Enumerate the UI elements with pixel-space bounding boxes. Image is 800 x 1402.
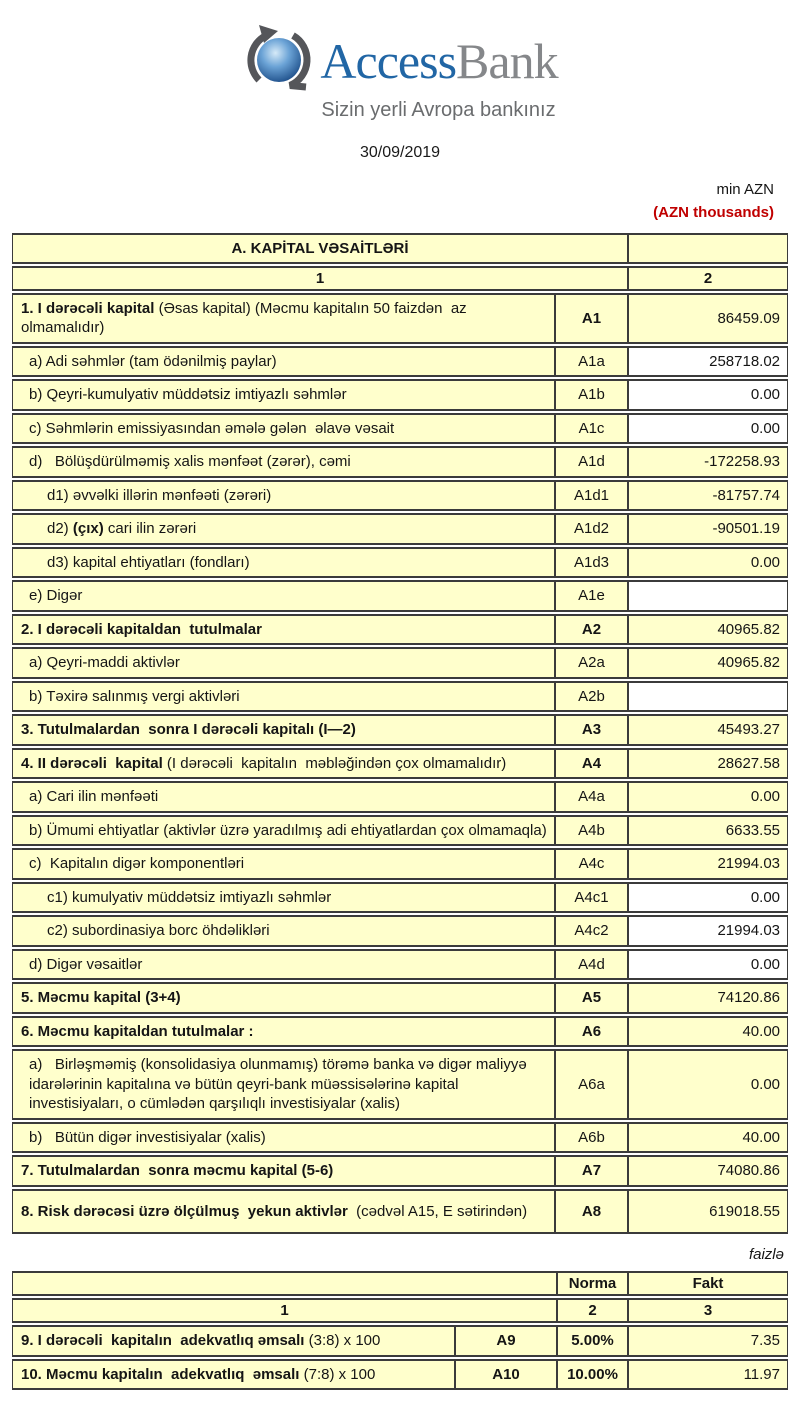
label-text: b) Ümumi ehtiyatlar (aktivlər üzrə yaradılmış adi ehtiyatlardan çox olmamaqla)	[29, 821, 547, 839]
label-text: c1) kumulyativ müddətsiz imtiyazlı səhmlər	[47, 888, 332, 906]
row-value: 40965.82	[628, 614, 788, 646]
label-text: 7. Tutulmalardan sonra məcmu kapital (5-6)	[21, 1162, 334, 1179]
table-row	[12, 413, 788, 445]
row-norma: 10.00%	[557, 1359, 628, 1391]
row-label	[12, 681, 555, 713]
row-code: A1b	[555, 379, 628, 411]
label-text: (cədvəl A15, E sətirindən)	[352, 1202, 528, 1220]
unit-secondary: (AZN thousands)	[653, 204, 774, 222]
label-text: d) Digər vəsaitlər	[29, 955, 143, 973]
ratio-table-body	[12, 1271, 788, 1390]
row-label	[12, 647, 555, 679]
row-code: A6b	[555, 1122, 628, 1154]
row-label	[12, 1325, 455, 1357]
column-header-1: 1	[12, 266, 628, 291]
row-code: A4b	[555, 815, 628, 847]
row-value: 40965.82	[628, 647, 788, 679]
row-label	[12, 480, 555, 512]
table-title-row	[12, 233, 788, 264]
row-code: A1d2	[555, 513, 628, 545]
row-code: A1e	[555, 580, 628, 612]
row-label	[12, 293, 555, 344]
table-row	[12, 848, 788, 880]
table-row	[12, 1359, 788, 1391]
row-code: A1a	[555, 346, 628, 378]
table-row	[12, 614, 788, 646]
table-row	[12, 748, 788, 780]
row-label	[12, 580, 555, 612]
row-value: 0.00	[628, 547, 788, 579]
table-row	[12, 580, 788, 612]
row-value: 0.00	[628, 781, 788, 813]
label-text: 6. Məcmu kapitaldan tutulmalar :	[21, 1022, 254, 1040]
row-code: A4a	[555, 781, 628, 813]
row-label	[12, 915, 555, 947]
row-code: A9	[455, 1325, 557, 1357]
capital-table-body	[12, 233, 788, 1235]
row-value: 21994.03	[628, 848, 788, 880]
row-value: 40.00	[628, 1122, 788, 1154]
title-row-empty-cell	[628, 233, 788, 264]
row-value: -90501.19	[628, 513, 788, 545]
label-text: b) Təxirə salınmış vergi aktivləri	[29, 687, 240, 705]
column-header-row	[12, 266, 788, 291]
label-text: 3. Tutulmalardan sonra I dərəcəli kapitalı (I—2)	[21, 721, 356, 738]
table-row	[12, 781, 788, 813]
row-label	[12, 1359, 455, 1391]
globe-rotation-icon	[242, 22, 316, 99]
row-value	[628, 580, 788, 612]
table-row	[12, 949, 788, 981]
label-text: e) Digər	[29, 587, 83, 604]
label-text: a) Birləşməmiş (konsolidasiya olunmamış) törəmə banka və digər maliyyə idarələrinin kapitalına və bütün qeyri-bank müəssisələrinə kapital investisiyaları, o cümlədən qarşılıqlı investisiyalar (xalis)	[29, 1056, 531, 1112]
row-code: A5	[555, 982, 628, 1014]
row-code: A2	[555, 614, 628, 646]
table-row	[12, 513, 788, 545]
row-label	[12, 446, 555, 478]
table-row	[12, 714, 788, 746]
row-value: 6633.55	[628, 815, 788, 847]
label-text: c) Kapitalın digər komponentləri	[29, 855, 245, 872]
row-label	[12, 1189, 555, 1235]
label-text: a) Adi səhmlər (tam ödənilmiş paylar)	[29, 352, 277, 370]
row-value: 28627.58	[628, 748, 788, 780]
ratio-header-row	[12, 1271, 788, 1296]
row-value: 0.00	[628, 882, 788, 914]
row-label	[12, 1016, 555, 1048]
label-text: d1) əvvəlki illərin mənfəəti (zərəri)	[47, 486, 272, 504]
label-text: (Əsas kapital) (Məcmu kapitalın 50 faizdən az olmamalıdır)	[21, 299, 471, 336]
table-row	[12, 1155, 788, 1187]
table-row	[12, 1122, 788, 1154]
table-row	[12, 379, 788, 411]
table-row	[12, 647, 788, 679]
label-text: c2) subordinasiya borc öhdəlikləri	[47, 922, 270, 939]
ratio-header-norma: Norma	[557, 1271, 628, 1296]
row-label	[12, 949, 555, 981]
table-row	[12, 346, 788, 378]
row-code: A1c	[555, 413, 628, 445]
row-label	[12, 413, 555, 445]
label-text: d) Bölüşdürülməmiş xalis mənfəət (zərər), cəmi	[29, 453, 351, 470]
label-text: d2)	[47, 520, 73, 537]
row-label	[12, 379, 555, 411]
row-value: 74080.86	[628, 1155, 788, 1187]
row-label	[12, 848, 555, 880]
label-text: (I dərəcəli kapitalın məbləğindən çox olmamalıdır)	[162, 754, 507, 772]
row-code: A2a	[555, 647, 628, 679]
row-label	[12, 1122, 555, 1154]
table-row	[12, 1189, 788, 1235]
row-label	[12, 513, 555, 545]
table-row	[12, 446, 788, 478]
row-code: A6a	[555, 1049, 628, 1120]
label-text: (çıx)	[72, 520, 104, 537]
ratio-column-header-1: 1	[12, 1298, 557, 1323]
table-row	[12, 547, 788, 579]
ratio-header-fakt: Fakt	[628, 1271, 788, 1296]
units-block	[0, 178, 774, 225]
table-row	[12, 1016, 788, 1048]
capital-table	[12, 231, 788, 1237]
table-row	[12, 293, 788, 344]
label-text: b) Qeyri-kumulyativ müddətsiz imtiyazlı səhmlər	[29, 386, 347, 403]
row-value: 0.00	[628, 379, 788, 411]
label-text: (7:8) x 100	[303, 1365, 376, 1383]
footnote-faizla: faizlə	[748, 1246, 784, 1263]
bank-wordmark	[320, 25, 557, 97]
row-code: A1	[555, 293, 628, 344]
ratio-table	[12, 1269, 788, 1392]
row-label	[12, 982, 555, 1014]
label-text: 1. I dərəcəli kapital	[21, 299, 155, 317]
row-value: 40.00	[628, 1016, 788, 1048]
table-row	[12, 982, 788, 1014]
column-header-2: 2	[628, 266, 788, 291]
row-label	[12, 547, 555, 579]
row-code: A6	[555, 1016, 628, 1048]
row-label	[12, 346, 555, 378]
row-code: A1d	[555, 446, 628, 478]
row-value: 21994.03	[628, 915, 788, 947]
label-text: 9. I dərəcəli kapitalın adekvatlıq əmsalı	[21, 1332, 309, 1349]
row-label	[12, 1049, 555, 1120]
row-value	[628, 681, 788, 713]
label-text: c) Səhmlərin emissiyasından əmələ gələn əlavə vəsait	[29, 419, 395, 437]
row-value: 86459.09	[628, 293, 788, 344]
row-value: 74120.86	[628, 982, 788, 1014]
row-code: A1d1	[555, 480, 628, 512]
row-code: A3	[555, 714, 628, 746]
table-row	[12, 882, 788, 914]
row-value: 0.00	[628, 413, 788, 445]
ratio-header-empty-cell	[12, 1271, 557, 1296]
row-label	[12, 882, 555, 914]
row-value: 0.00	[628, 949, 788, 981]
table-row	[12, 1049, 788, 1120]
row-code: A4c2	[555, 915, 628, 947]
label-text: cari ilin zərəri	[103, 520, 197, 537]
row-code: A4c1	[555, 882, 628, 914]
row-code: A4d	[555, 949, 628, 981]
row-code: A4c	[555, 848, 628, 880]
capital-table-title: A. KAPİTAL VƏSAİTLƏRİ	[12, 233, 628, 264]
label-text: 2. I dərəcəli kapitaldan tutulmalar	[21, 620, 262, 638]
row-value: 45493.27	[628, 714, 788, 746]
unit-primary: min AZN	[716, 181, 774, 198]
row-fakt: 11.97	[628, 1359, 788, 1391]
table-row	[12, 1325, 788, 1357]
row-value: 619018.55	[628, 1189, 788, 1235]
row-label	[12, 815, 555, 847]
row-label	[12, 714, 555, 746]
row-value: 258718.02	[628, 346, 788, 378]
row-fakt: 7.35	[628, 1325, 788, 1357]
label-text: a) Cari ilin mənfəəti	[29, 788, 159, 805]
row-value: -81757.74	[628, 480, 788, 512]
bank-logo	[0, 0, 800, 122]
bank-tagline: Sizin yerli Avropa bankınız	[321, 99, 556, 121]
row-label	[12, 614, 555, 646]
table-row	[12, 815, 788, 847]
label-text: (3:8) x 100	[308, 1332, 381, 1349]
label-text: 5. Məcmu kapital (3+4)	[21, 989, 181, 1006]
row-code: A10	[455, 1359, 557, 1391]
ratio-column-number-row	[12, 1298, 788, 1323]
table-row	[12, 915, 788, 947]
row-label	[12, 781, 555, 813]
wordmark-bank: Bank	[456, 32, 558, 89]
ratio-column-header-2: 2	[557, 1298, 628, 1323]
label-text: d3) kapital ehtiyatları (fondları)	[47, 553, 250, 571]
table-row	[12, 480, 788, 512]
row-value: -172258.93	[628, 446, 788, 478]
row-code: A4	[555, 748, 628, 780]
label-text: 8. Risk dərəcəsi üzrə ölçülmuş yekun aktivlər	[21, 1202, 352, 1220]
wordmark-access: Access	[320, 32, 457, 89]
label-text: 10. Məcmu kapitalın adekvatlıq əmsalı	[21, 1365, 304, 1383]
ratio-column-header-3: 3	[628, 1298, 788, 1323]
table-row	[12, 681, 788, 713]
row-label	[12, 748, 555, 780]
label-text: 4. II dərəcəli kapital	[21, 754, 163, 772]
label-text: b) Bütün digər investisiyalar (xalis)	[29, 1128, 266, 1146]
row-code: A7	[555, 1155, 628, 1187]
label-text: a) Qeyri-maddi aktivlər	[29, 654, 180, 671]
row-norma: 5.00%	[557, 1325, 628, 1357]
report-date: 30/09/2019	[359, 144, 441, 161]
row-value: 0.00	[628, 1049, 788, 1120]
row-code: A2b	[555, 681, 628, 713]
row-code: A1d3	[555, 547, 628, 579]
row-label	[12, 1155, 555, 1187]
row-code: A8	[555, 1189, 628, 1235]
